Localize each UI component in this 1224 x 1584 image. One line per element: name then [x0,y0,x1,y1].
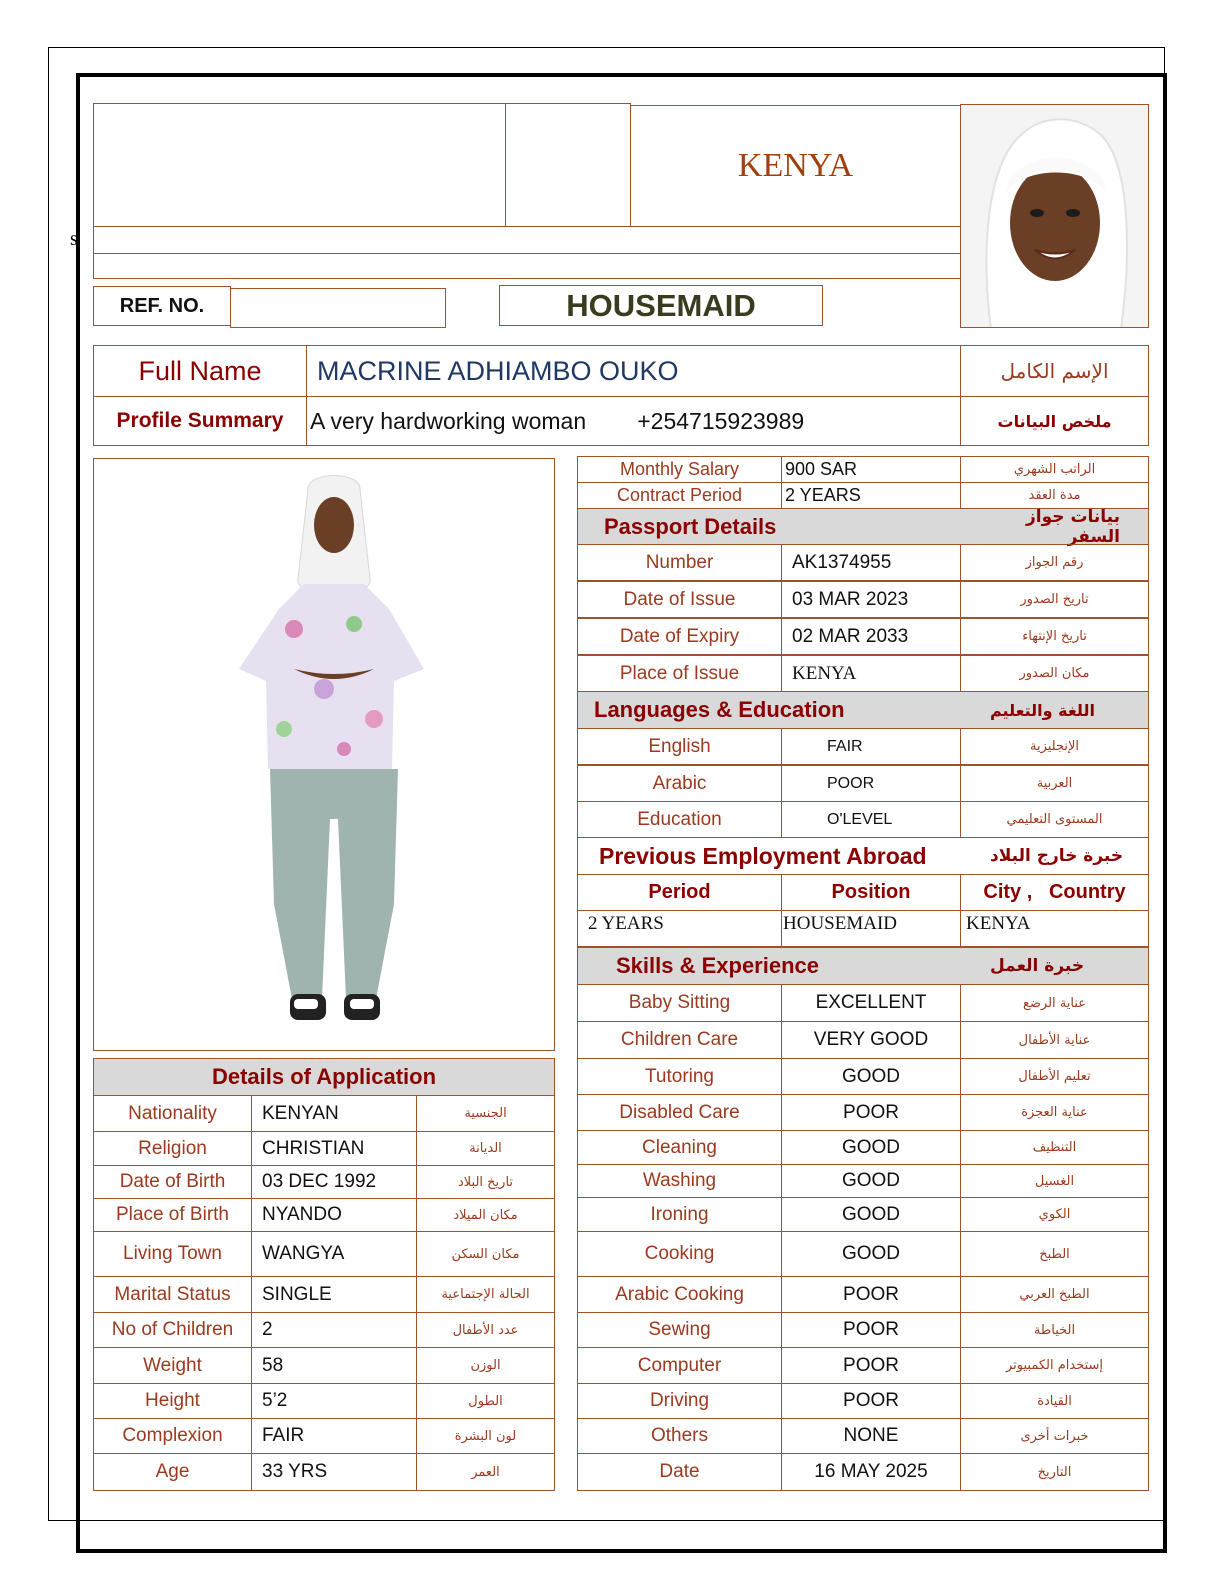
skill-label-7: Cooking [577,1231,782,1277]
application-label-0: Nationality [93,1095,252,1132]
employment-col-period: Period [577,874,782,911]
passport-value-0: AK1374955 [781,544,961,581]
passport-value-2: 02 MAR 2033 [781,618,961,655]
application-value-1: CHRISTIAN [251,1131,417,1166]
application-value-8: 5’2 [251,1383,417,1419]
skills-title-arabic: خبرة العمل [990,956,1085,976]
application-arabic-4: مكان السكن [416,1231,555,1277]
skill-label-1: Children Care [577,1021,782,1059]
language-arabic-0: الإنجليزية [960,728,1149,765]
skill-arabic-10: إستخدام الكمبيوتر [960,1347,1149,1384]
passport-title-arabic: بيانات جواز السفر [1026,506,1120,547]
skill-label-2: Tutoring [577,1058,782,1095]
skill-label-9: Sewing [577,1312,782,1348]
application-label-7: Weight [93,1347,252,1384]
application-label-6: No of Children [93,1312,252,1348]
application-label-10: Age [93,1453,252,1491]
skill-value-0: EXCELLENT [781,984,961,1022]
skill-arabic-9: الخياطة [960,1312,1149,1348]
passport-value-1: 03 MAR 2023 [781,581,961,618]
application-arabic-1: الديانة [416,1131,555,1166]
logo-box [93,103,506,227]
header-strip-1 [93,226,961,254]
application-value-9: FAIR [251,1418,417,1454]
skill-label-3: Disabled Care [577,1094,782,1131]
skill-label-4: Cleaning [577,1130,782,1165]
employment-position-0: HOUSEMAID [781,910,961,947]
passport-label-3: Place of Issue [577,655,782,692]
employment-period-0: 2 YEARS [577,910,782,947]
contract-label-0: Monthly Salary [577,456,782,483]
skill-arabic-3: عناية العجزة [960,1094,1149,1131]
application-label-2: Date of Birth [93,1165,252,1199]
skill-value-6: GOOD [781,1197,961,1232]
skill-value-7: GOOD [781,1231,961,1277]
skill-arabic-4: التنظيف [960,1130,1149,1165]
skill-label-11: Driving [577,1383,782,1419]
contract-value-0: 900 SAR [781,456,961,483]
skill-value-3: POOR [781,1094,961,1131]
application-arabic-9: لون البشرة [416,1418,555,1454]
application-title: Details of Application [211,1064,437,1089]
application-arabic-3: مكان الميلاد [416,1198,555,1232]
application-value-6: 2 [251,1312,417,1348]
full-name-value: MACRINE ADHIAMBO OUKO [306,345,961,397]
skill-arabic-5: الغسيل [960,1164,1149,1198]
skill-arabic-1: عناية الأطفال [960,1021,1149,1059]
application-arabic-10: العمر [416,1453,555,1491]
contract-label-1: Contract Period [577,482,782,509]
skill-label-6: Ironing [577,1197,782,1232]
language-value-0: FAIR [781,728,961,765]
header-blank-box [505,103,631,227]
language-label-0: English [577,728,782,765]
country-title: KENYA [630,105,961,227]
skill-value-13: 16 MAY 2025 [781,1453,961,1491]
stray-mark: s [70,228,78,250]
full-name-arabic: الإسم الكامل [960,345,1149,397]
ref-no-value [230,288,446,328]
application-arabic-5: الحالة الإجتماعية [416,1276,555,1313]
skill-value-9: POOR [781,1312,961,1348]
skill-label-5: Washing [577,1164,782,1198]
application-label-9: Complexion [93,1418,252,1454]
skills-title: Skills & Experience [616,953,819,978]
skill-value-5: GOOD [781,1164,961,1198]
skill-label-8: Arabic Cooking [577,1276,782,1313]
language-value-1: POOR [781,765,961,802]
skill-value-12: NONE [781,1418,961,1454]
skill-label-0: Baby Sitting [577,984,782,1022]
application-value-7: 58 [251,1347,417,1384]
skill-value-2: GOOD [781,1058,961,1095]
skill-arabic-13: التاريخ [960,1453,1149,1491]
language-arabic-2: المستوى التعليمي [960,801,1149,838]
passport-arabic-3: مكان الصدور [960,655,1149,692]
application-label-3: Place of Birth [93,1198,252,1232]
language-label-1: Arabic [577,765,782,802]
skill-value-11: POOR [781,1383,961,1419]
employment-col-position: Position [781,874,961,911]
skill-arabic-2: تعليم الأطفال [960,1058,1149,1095]
passport-label-2: Date of Expiry [577,618,782,655]
ref-no-label: REF. NO. [93,286,231,326]
skill-value-1: VERY GOOD [781,1021,961,1059]
application-value-0: KENYAN [251,1095,417,1132]
contract-value-1: 2 YEARS [781,482,961,509]
passport-value-3: KENYA [781,655,961,692]
skill-value-4: GOOD [781,1130,961,1165]
application-label-1: Religion [93,1131,252,1166]
employment-col-city: City , Country [960,874,1149,911]
position-title: HOUSEMAID [499,285,823,326]
application-value-10: 33 YRS [251,1453,417,1491]
portrait-photo [960,104,1149,328]
passport-arabic-1: تاريخ الصدور [960,581,1149,618]
profile-summary-value: A very hardworking woman +254715923989 [306,396,961,446]
skill-arabic-12: خبرات أخرى [960,1418,1149,1454]
contract-arabic-0: الراتب الشهري [960,456,1149,483]
employment-title: Previous Employment Abroad [599,842,927,869]
application-arabic-6: عدد الأطفال [416,1312,555,1348]
application-arabic-7: الوزن [416,1347,555,1384]
skill-arabic-0: عناية الرضع [960,984,1149,1022]
full-name-label: Full Name [93,345,307,397]
passport-label-0: Number [577,544,782,581]
application-header [93,1058,555,1096]
skill-arabic-11: القيادة [960,1383,1149,1419]
application-arabic-0: الجنسية [416,1095,555,1132]
full-body-photo [93,458,555,1051]
application-value-2: 03 DEC 1992 [251,1165,417,1199]
application-label-8: Height [93,1383,252,1419]
employment-title-arabic: خبرة خارج البلاد [990,846,1124,866]
passport-title: Passport Details [604,513,777,539]
passport-arabic-0: رقم الجواز [960,544,1149,581]
skill-label-12: Others [577,1418,782,1454]
profile-summary-label: Profile Summary [93,396,307,446]
profile-summary-arabic: ملخص البيانات [960,396,1149,446]
skill-value-8: POOR [781,1276,961,1313]
application-arabic-8: الطول [416,1383,555,1419]
application-label-4: Living Town [93,1231,252,1277]
language-value-2: O'LEVEL [781,801,961,838]
application-arabic-2: تاريخ البلاد [416,1165,555,1199]
language-label-2: Education [577,801,782,838]
application-value-5: SINGLE [251,1276,417,1313]
skill-arabic-7: الطبخ [960,1231,1149,1277]
languages-title-arabic: اللغة والتعليم [990,700,1095,720]
skill-arabic-6: الكوي [960,1197,1149,1232]
passport-arabic-2: تاريخ الإنتهاء [960,618,1149,655]
header-strip-2 [93,253,961,279]
skill-value-10: POOR [781,1347,961,1384]
application-value-4: WANGYA [251,1231,417,1277]
employment-city-0: KENYA [960,910,1149,947]
skill-label-10: Computer [577,1347,782,1384]
languages-title: Languages & Education [594,697,845,722]
application-label-5: Marital Status [93,1276,252,1313]
skill-arabic-8: الطبخ العربي [960,1276,1149,1313]
application-value-3: NYANDO [251,1198,417,1232]
contract-arabic-1: مدة العقد [960,482,1149,509]
passport-label-1: Date of Issue [577,581,782,618]
language-arabic-1: العربية [960,765,1149,802]
skill-label-13: Date [577,1453,782,1491]
